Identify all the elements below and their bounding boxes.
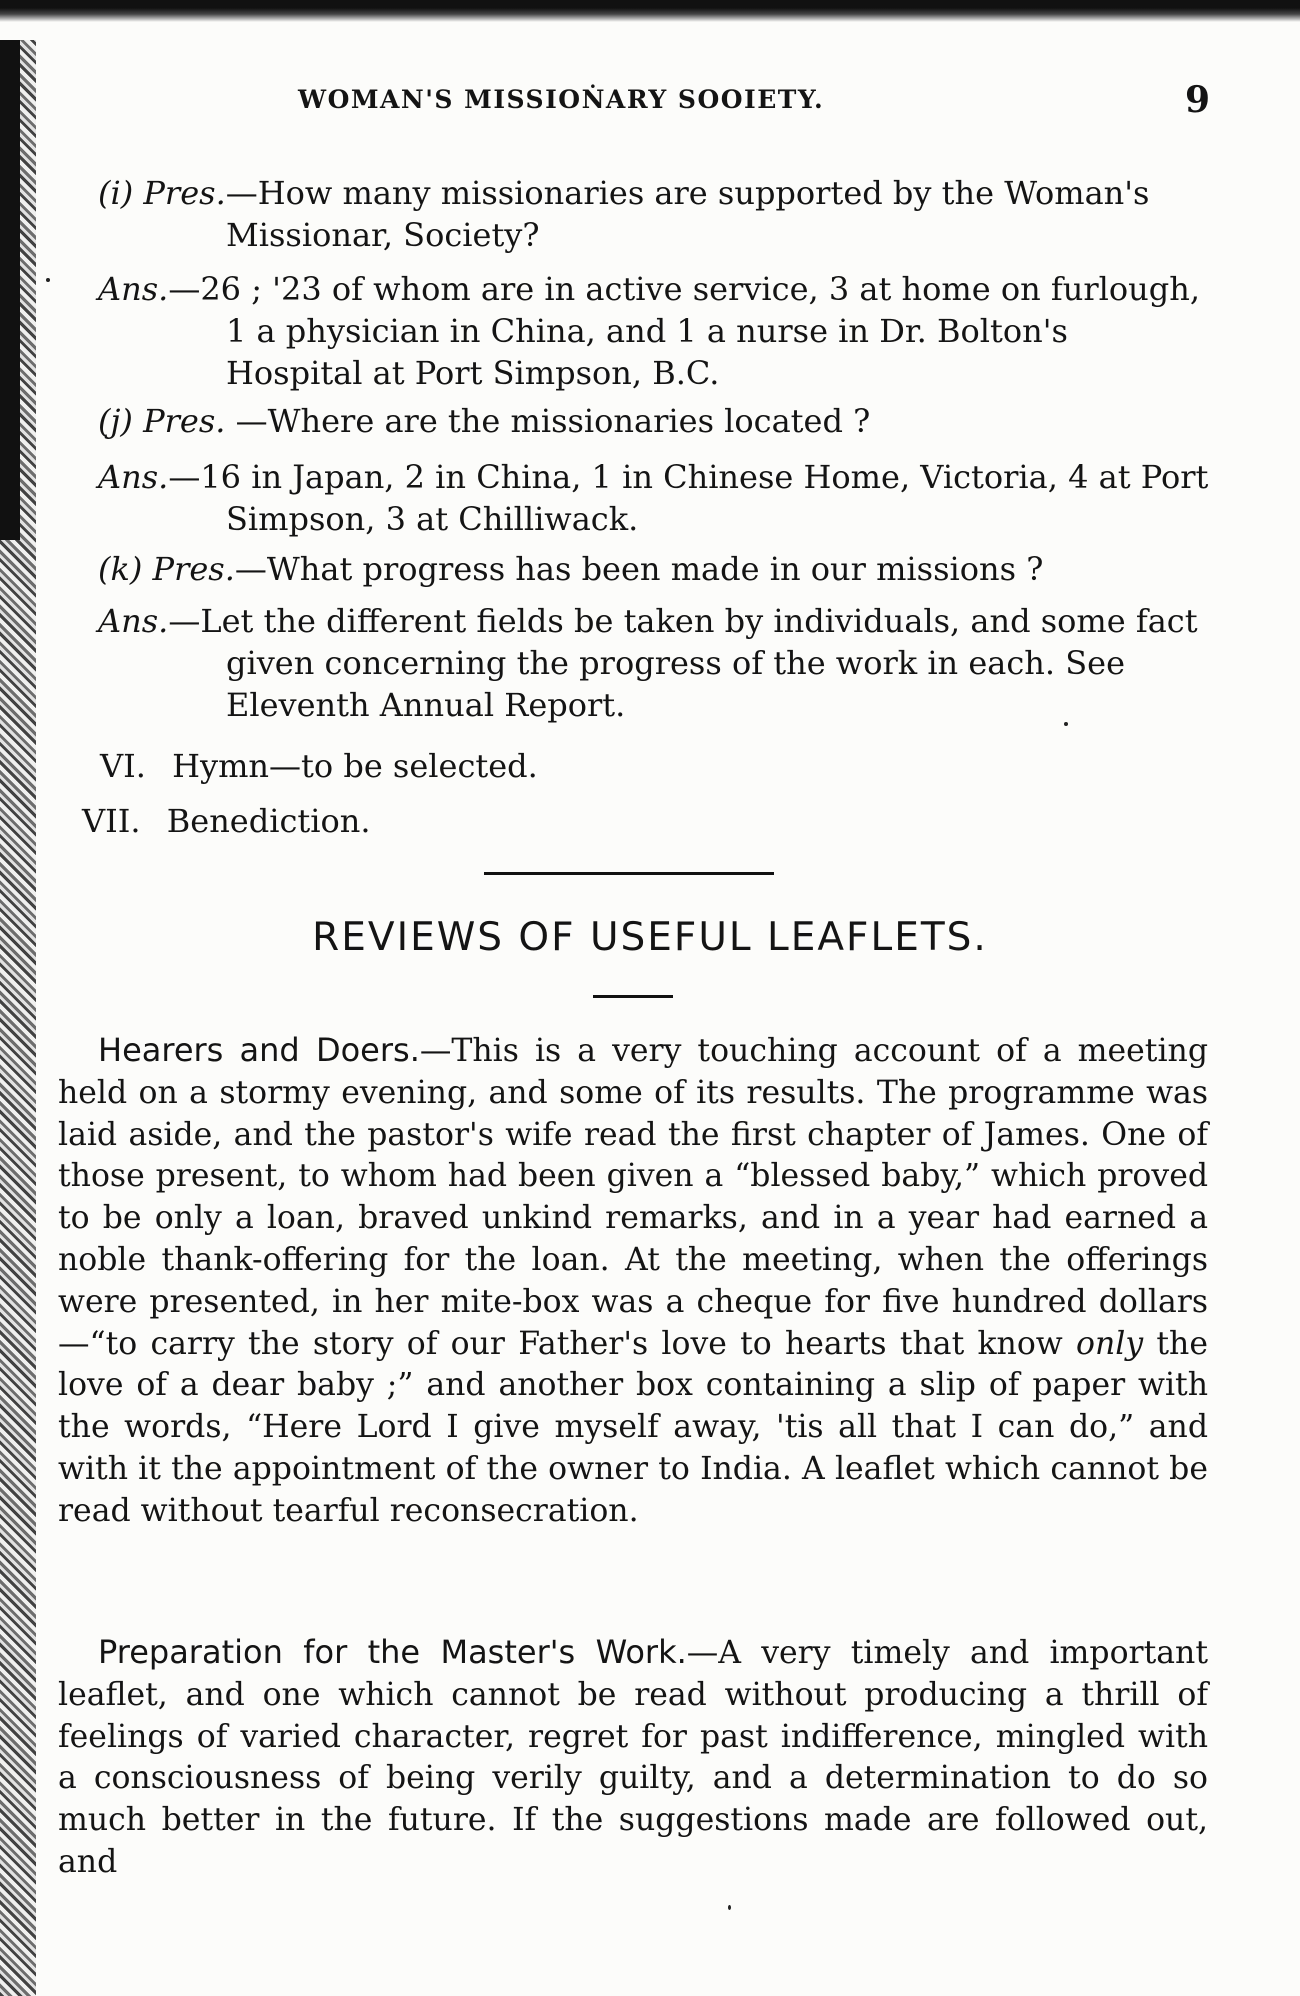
answer-text: —16 in Japan, 2 in China, 1 in Chinese Home, Victoria, 4 at Port Simpson, 3 at Chilliwack. (168, 458, 1209, 538)
review-hearers-and-doers (58, 1030, 1208, 1533)
answer-text: —26 ; '23 of whom are in active service, 3 at home on furlough, 1 a physician in China, and 1 a nurse in Dr. Bolton's Hospital at Port Simpson, B.C. (168, 270, 1200, 392)
question-text: —Where are the missionaries located ? (225, 402, 871, 440)
answer-k (98, 600, 1210, 726)
review-text: —A very timely and important leaflet, and one which cannot be read without producing a thrill of feelings of varied character, regret for past indifference, mingled with a consciousness of being verily guilty, and a determination to do so much better in the future. If the suggestions made are followed out, and (58, 1635, 1208, 1880)
page-top-edge-shadow (0, 0, 1300, 22)
question-tag: (j) Pres. (98, 402, 226, 440)
question-text: —How many missionaries are supported by the Woman's Missionar, Society? (225, 174, 1150, 254)
answer-text: —Let the different fields be taken by individuals, and some fact given concerning the progress of the work in each. See Eleventh Annual Report. (168, 602, 1198, 724)
question-tag: (k) Pres. (98, 550, 235, 588)
heading-underline (593, 995, 673, 998)
answer-tag: Ans. (98, 602, 169, 640)
answer-j (98, 456, 1210, 540)
page-number: 9 (1184, 79, 1210, 121)
benediction-number: VII. (82, 802, 141, 840)
ink-speck (1064, 722, 1068, 726)
review-emphasis: only (1076, 1325, 1144, 1362)
review-title: Hearers and Doers. (98, 1031, 420, 1069)
running-head (298, 79, 1210, 125)
question-j (98, 400, 1210, 442)
answer-tag: Ans. (98, 458, 169, 496)
review-preparation-for-masters-work (58, 1632, 1208, 1884)
ink-speck (728, 1905, 731, 1910)
question-k (98, 548, 1210, 590)
benediction-line (82, 800, 371, 842)
hymn-number: VI. (100, 747, 146, 785)
review-text: —This is a very touching account of a meeting held on a stormy evening, and some of its results. The programme was laid aside, and the pastor's wife read the first chapter of James. One of those present, to whom had been given a “blessed baby,” which proved to be only a loan, braved unkind remarks, and in a year had earned a noble thank-offering for the loan. At the meeting, when the offerings were presented, in her mite-box was a cheque for five hundred dollars—“to carry the story of our Father's love to hearts that know (58, 1033, 1208, 1362)
answer-i (98, 268, 1210, 394)
section-heading: REVIEWS OF USEFUL LEAFLETS. (312, 915, 988, 960)
review-text-continued: the love of a dear baby ;” and another box containing a slip of paper with the words, “Here Lord I give myself away, 'tis all that I can do,” and with it the appointment of the owner to India. A leaflet which cannot be read without tearful reconsecration. (58, 1325, 1208, 1529)
ink-speck (46, 278, 50, 282)
hymn-line (100, 745, 538, 787)
running-title: WOMAN'S MISSIOṄARY SOOIETY. (298, 85, 825, 114)
question-i (98, 172, 1210, 256)
binding-shadow (0, 40, 20, 540)
benediction-text: Benediction. (166, 802, 371, 840)
answer-tag: Ans. (98, 270, 169, 308)
question-tag: (i) Pres. (98, 174, 226, 212)
hymn-text: Hymn—to be selected. (172, 747, 538, 785)
section-divider (484, 872, 774, 875)
question-text: —What progress has been made in our missions ? (234, 550, 1044, 588)
review-title: Preparation for the Master's Work. (98, 1633, 687, 1671)
